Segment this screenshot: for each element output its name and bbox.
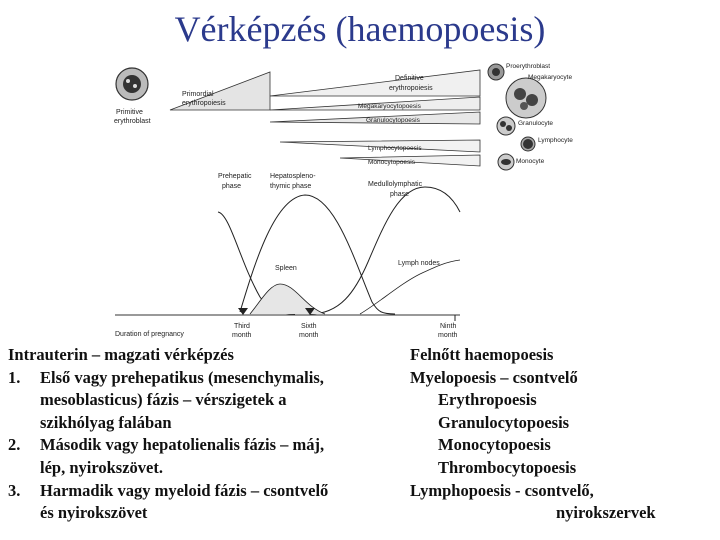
granulo-label: Granulocytopoesis <box>366 117 420 124</box>
phase-item-1 <box>8 367 408 435</box>
ninth-month-label-2: month <box>438 332 458 339</box>
nyirokszervek-line: nyirokszervek <box>556 503 656 523</box>
erythroblast-label: erythroblast <box>114 118 151 125</box>
primordial-label-2: erythropoiesis <box>182 100 226 107</box>
lymphnodes-label: Lymph nodes <box>398 260 440 267</box>
hepato-label-2: thymic phase <box>270 183 312 190</box>
erythropoesis-line: Erythropoesis <box>438 390 537 410</box>
third-month-marker <box>238 308 248 315</box>
prehepatic-label-1: Prehepatic <box>218 173 252 180</box>
prehepatic-label-2: phase <box>222 183 242 190</box>
sixth-month-label-1: Sixth <box>301 323 317 330</box>
phase-3-line-2: és nyirokszövet <box>40 503 148 523</box>
phase-1-line-2: mesoblasticus) fázis – vérszigetek a <box>40 390 287 410</box>
phase-2-line-2: lép, nyirokszövet. <box>40 457 163 477</box>
phase-1-line-3: szikhólyag falában <box>40 412 172 432</box>
monocytopoesis-line: Monocytopoesis <box>438 435 551 455</box>
third-month-label-1: Third <box>234 323 250 330</box>
phase-1-line-1: Első vagy prehepatikus (mesenchymalis, <box>40 367 324 387</box>
phase-number-1: 1. <box>8 367 21 387</box>
megakaryocyte-icon <box>506 78 546 118</box>
primitive-erythroblast-icon <box>116 68 148 100</box>
duration-label: Duration of pregnancy <box>115 331 184 338</box>
proerythroblast-label: Proerythroblast <box>506 63 551 70</box>
ninth-month-label-1: Ninth <box>440 323 457 330</box>
medullo-label-2: phase <box>390 191 410 198</box>
phase-3-line-1: Harmadik vagy myeloid fázis – csontvelő <box>40 480 329 500</box>
haemopoiesis-diagram <box>110 62 610 347</box>
phase-item-2 <box>8 434 408 479</box>
primitive-label: Primitive <box>116 109 143 116</box>
myelopoesis-line: Myelopoesis – csontvelő <box>410 367 578 387</box>
adult-heading: Felnőtt haemopoesis <box>410 345 554 364</box>
primordial-label-1: Primordial <box>182 91 214 98</box>
lympho-label: Lymphocytopoesis <box>368 145 422 152</box>
granulocytopoesis-line: Granulocytopoesis <box>438 412 570 432</box>
phase-number-2: 2. <box>8 435 21 455</box>
lymphocyte-icon <box>521 137 535 151</box>
third-month-label-2: month <box>232 332 252 339</box>
phase-item-3 <box>8 480 408 525</box>
adult-haemopoesis-block <box>410 344 710 525</box>
megakaryo-label: Megakaryocytopoesis <box>358 103 421 110</box>
sixth-month-label-2: month <box>299 332 319 339</box>
lymphocyte-label: Lymphocyte <box>538 137 573 144</box>
page-title: Vérképzés (haemopoesis) <box>174 9 546 49</box>
lymphopoesis-line: Lymphopoesis - csontvelő, <box>410 480 594 500</box>
monocyte-icon <box>498 154 514 170</box>
mono-label: Monocytopoesis <box>368 159 415 166</box>
definitive-label-2: erythropoiesis <box>389 85 433 92</box>
definitive-label-1: Definitive <box>395 75 424 82</box>
thrombocytopoesis-line: Thrombocytopoesis <box>438 457 577 477</box>
granulocyte-icon <box>497 117 515 135</box>
proerythroblast-icon <box>488 64 504 80</box>
monocyte-label: Monocyte <box>516 158 545 165</box>
granulocyte-label: Granulocyte <box>518 120 554 127</box>
intrauterine-heading: Intrauterin – magzati vérképzés <box>8 345 234 364</box>
medullo-label-1: Medullolymphatic <box>368 181 423 188</box>
definitive-wedge <box>270 70 480 96</box>
phase-2-line-1: Második vagy hepatolienalis fázis – máj, <box>40 435 325 455</box>
hepato-label-1: Hepatosplenо- <box>270 173 316 180</box>
intrauterine-text-block <box>8 344 408 525</box>
spleen-label: Spleen <box>275 265 297 272</box>
medullo-curve <box>310 187 460 314</box>
megakaryocyte-label: Megakaryocyte <box>528 74 573 81</box>
phase-number-3: 3. <box>8 480 21 500</box>
